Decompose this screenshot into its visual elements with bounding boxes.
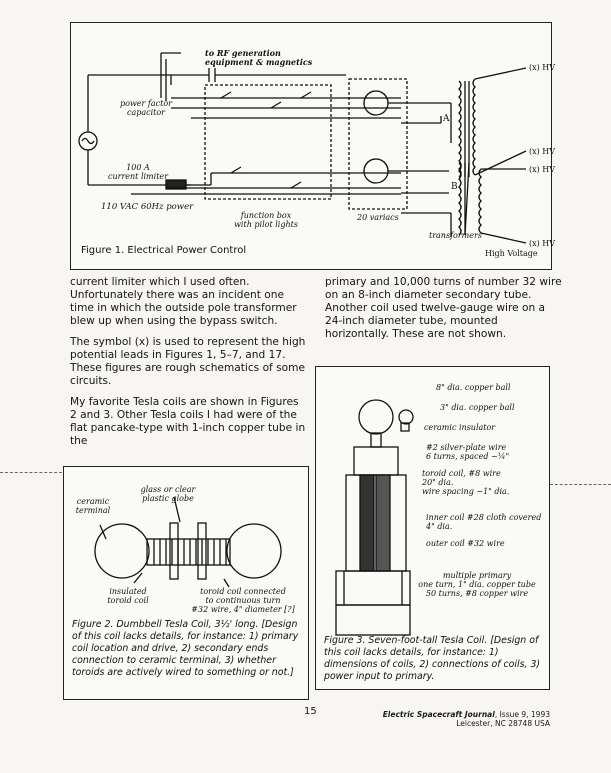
rf-label: to RF generation equipment & magnetics <box>205 48 313 67</box>
outer-coil-label: outer coil #32 wire <box>426 539 505 548</box>
hv-lead-3: (x) HV <box>529 165 556 174</box>
high-voltage-label: High Voltage <box>485 249 538 258</box>
figure-2 <box>63 466 309 700</box>
body-left-column <box>70 276 308 456</box>
body-left-p1: current limiter which I used often. Unfortunately there was an incident one time in which the outside pole transformer blew up when using the bypass switch. <box>70 276 297 327</box>
figure-3-caption: Figure 3. Seven-foot-tall Tesla Coil. [Design of this coil lacks details, for instance: 1) dimensions of coils, 2) connections of coils, 3) power input to primary. <box>324 635 541 682</box>
hv-lead-2: (x) HV <box>529 147 556 156</box>
copper-ball-8-label: 8" dia. copper ball <box>436 383 511 392</box>
toroid-coil-label: toroid coil, #8 wire 20" dia. wire spacing ~1" dia. <box>422 469 510 496</box>
journal-footer <box>360 710 550 728</box>
body-left-p3: My favorite Tesla coils are shown in Figures 2 and 3. Other Tesla coils I had were of the flat pancake-type with 1-inch copper tube in the <box>70 396 306 447</box>
function-box-label: function box with pilot lights <box>234 211 298 229</box>
hv-lead-1: (x) HV <box>529 63 556 72</box>
body-right-p1: primary and 10,000 turns of number 32 wire on an 8-inch diameter secondary tube. Another coil used twelve-gauge wire on a 24-inch diameter tube, mounted horizontally. These are not shown. <box>325 276 562 340</box>
current-limiter-label: 100 A current limiter <box>108 163 168 181</box>
transformer-a-label: A <box>443 114 450 124</box>
silver-plate-label: #2 silver-plate wire 6 turns, spaced ~¼" <box>426 443 510 461</box>
body-right-column <box>325 276 563 349</box>
figure-1 <box>70 22 556 270</box>
figure-3 <box>315 366 550 690</box>
transformers-label: transformers <box>429 231 482 240</box>
page-number: 15 <box>304 706 317 717</box>
inner-coil-label: inner coil #28 cloth covered 4" dia. <box>426 513 542 531</box>
body-left-p2: The symbol (x) is used to represent the high potential leads in Figures 1, 5–7, and 17. These figures are rough schematics of some circuits. <box>70 336 306 387</box>
variacs-label: 20 variacs <box>357 213 399 222</box>
pf-cap-label: power factor capacitor <box>120 99 172 117</box>
transformer-b-label: B <box>451 182 458 192</box>
insulated-toroid-label: insulated toroid coil <box>107 587 149 605</box>
power-in-label: 110 VAC 60Hz power <box>101 202 194 212</box>
figure-1-caption: Figure 1. Electrical Power Control <box>81 245 247 256</box>
hv-lead-4: (x) HV <box>529 239 556 248</box>
journal-address: Leicester, NC 28748 USA <box>456 719 550 728</box>
toroid-connected-label: toroid coil connected to continuous turn #32 wire, 4" diameter [?] <box>191 587 295 614</box>
figure-2-caption: Figure 2. Dumbbell Tesla Coil, 3½' long. [Design of this coil lacks details, for instance: 1) primary coil location and drive, 2) secondary ends connection to ceramic terminal, 3) whether toroids are actively wired to something or not.] <box>72 619 299 678</box>
dashed-separator-left <box>0 472 62 473</box>
ceramic-terminal-label: ceramic terminal <box>75 497 111 515</box>
dashed-separator-right <box>550 484 611 485</box>
journal-title: Electric Spacecraft Journal, Issue 9, 1993 <box>382 710 550 719</box>
ceramic-insulator-label: ceramic insulator <box>424 423 496 432</box>
globe-label: glass or clear plastic globe <box>140 485 196 503</box>
copper-ball-3-label: 3" dia. copper ball <box>440 403 515 412</box>
multiple-primary-label: multiple primary one turn, 1" dia. copper tube 50 turns, #8 copper wire <box>418 571 536 598</box>
